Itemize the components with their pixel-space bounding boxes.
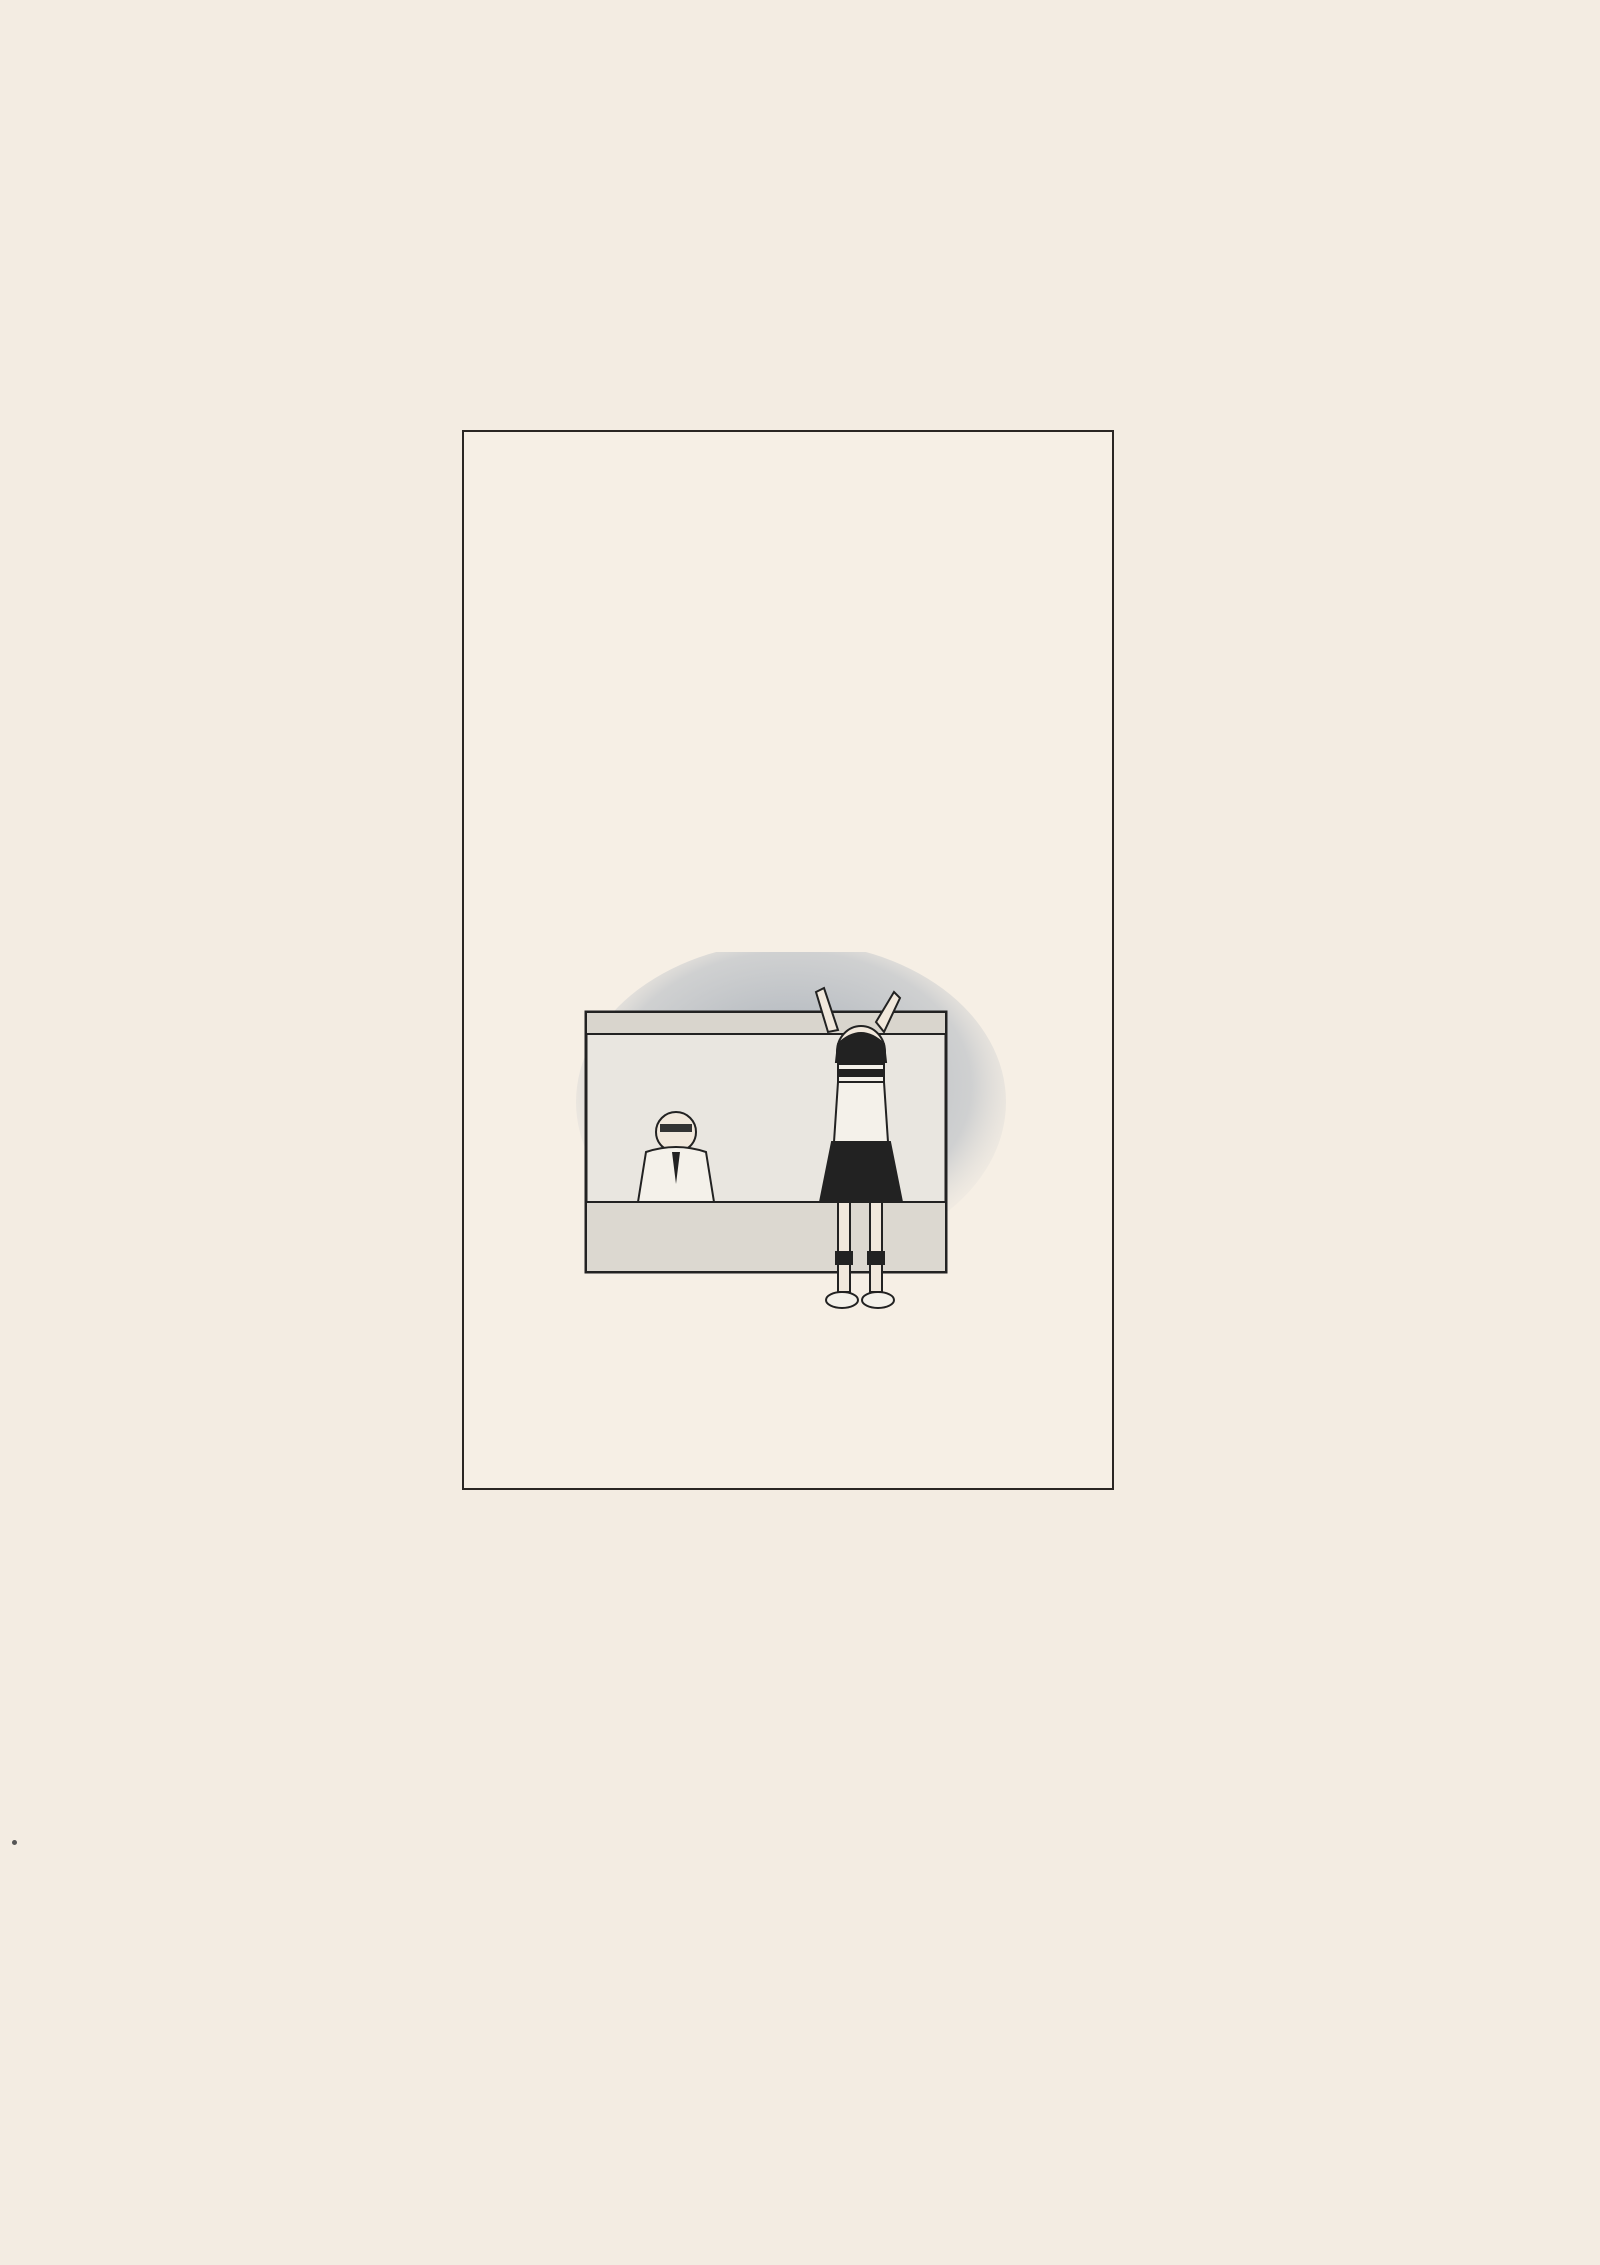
- newsstand-illustration: [576, 952, 1006, 1362]
- next-month-advertisement: [462, 430, 1114, 1490]
- ad-body-text: [516, 724, 1064, 728]
- page-speck: [12, 1840, 17, 1845]
